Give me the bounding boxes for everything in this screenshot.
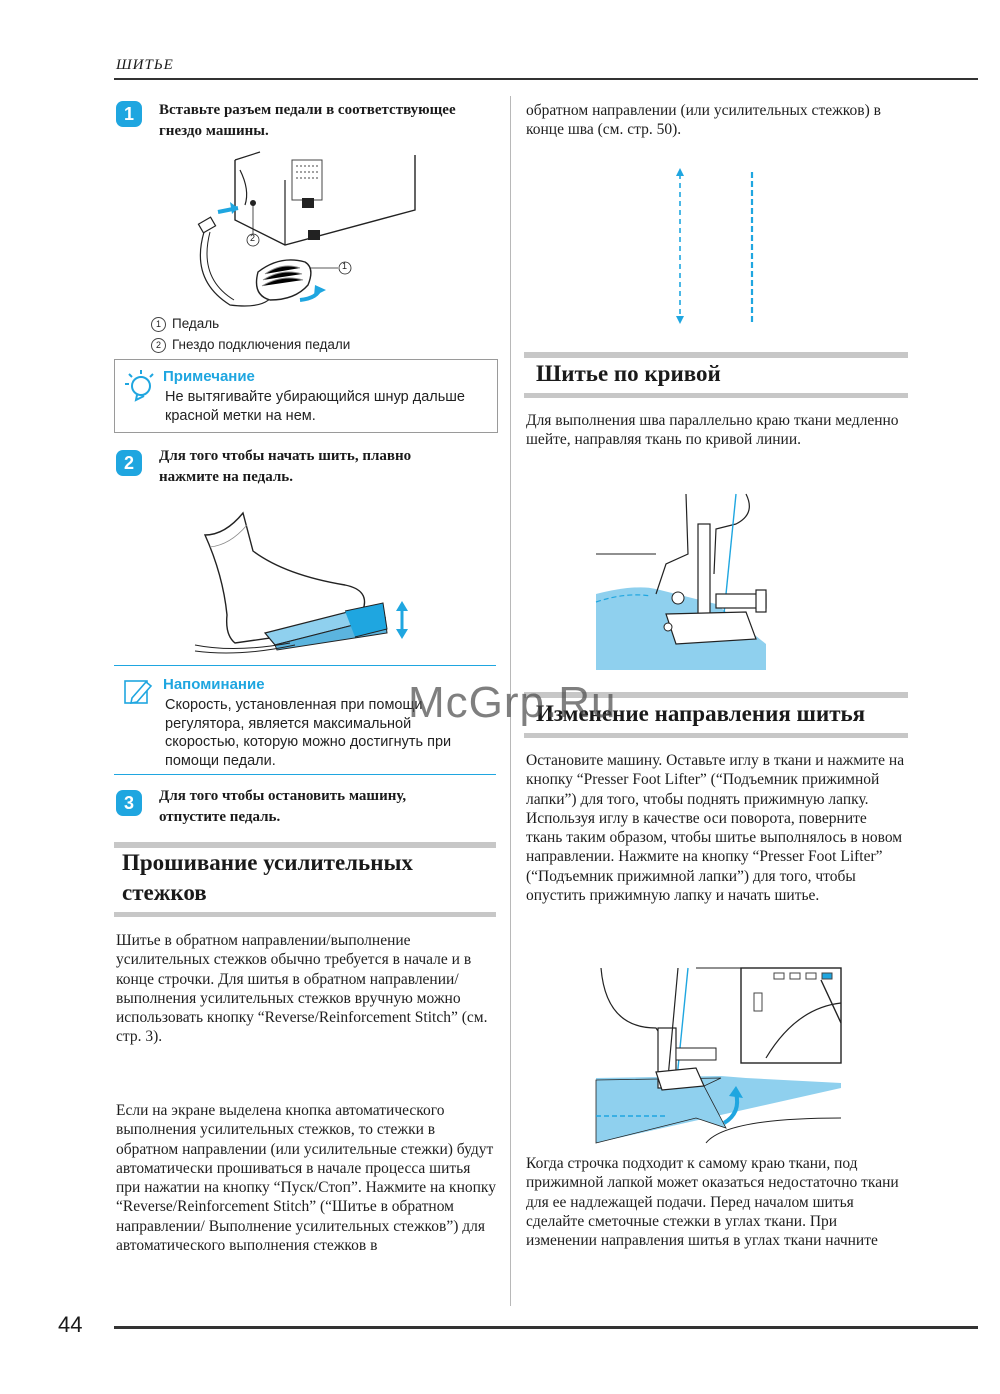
reinforcement-paragraph-2: Если на экране выделена кнопка автоматического выполнения усилительных стежков, то стежки в обратном направлении (или усилительные стежки) будут автоматически прошиваться в начале процесса шитья при нажатии на кнопку “Пуск/Стоп”. Нажмите на кнопку “Reverse/Reinforcement Stitch” (“Шитье в обратном направлении/ Выполнение усилительных стежков”) для автоматического выполнения стежков в [116,1102,496,1255]
legend-number: 1 [151,317,166,332]
step-3-badge: 3 [116,790,142,816]
curve-text: Для выполнения шва параллельно краю ткани медленно шейте, направляя ткань по кривой линии. [526,412,899,449]
foot-controller-connection-illustration [190,150,430,315]
memo-bottom-rule [114,774,496,775]
foot-on-pedal-illustration [195,505,425,655]
reinforcement-section-title: Прошивание усилительных стежков [122,850,413,905]
legend-label: Педаль [172,316,220,331]
memo-text: Скорость, установленная при помощи регулятора, является максимальной скоростью, которую можно достигнуть при помощи педали. [165,697,452,769]
reinforcement-stitch-diagram [670,168,770,328]
memo-title: Напоминание [163,676,265,693]
section-bar-bottom [524,393,908,398]
step-2-text: Для того чтобы начать шить, плавно нажмите на педаль. [159,448,412,485]
direction-section-title: Изменение направления шитья [536,701,866,726]
page-number: 44 [58,1312,83,1337]
presser-foot-lifter-illustration [596,968,841,1143]
header-rule [114,78,978,80]
section-bar-bottom [524,733,908,738]
figure-callout-2: 2 [250,233,256,243]
step-1-badge: 1 [116,101,142,127]
section-bar-top [524,352,908,358]
edge-text: Когда строчка подходит к самому краю ткани, под прижимной лапкой может оказаться недостаточно ткани для ее надлежащей подачи. Перед началом шитья сделайте сметочные стежки в углах ткани. При изменении направления шитья в углах ткани начните [526,1155,899,1250]
curve-section-title: Шитье по кривой [536,361,721,386]
lightbulb-icon [124,368,158,402]
direction-text: Остановите машину. Оставьте иглу в ткани и нажмите на кнопку “Presser Foot Lifter” (“Подъемник прижимной лапки”) для того, чтобы поднять прижимную лапку. Используя иглу в качестве оси поворота, поверните ткань таким образом, чтобы шитье выполнялось в новом направлении. Нажмите на кнопку “Presser Foot Lifter” (“Подъемник прижимной лапки”) для того, чтобы опустить прижимную лапку и начать шитье. [526,752,905,905]
running-header: ШИТЬЕ [116,57,174,73]
note-title: Примечание [163,368,255,385]
memo-pencil-icon [124,678,154,706]
step-2-badge: 2 [116,450,142,476]
note-text: Не вытягивайте убирающийся шнур дальше красной метки на нем. [165,389,465,424]
figure-callout-1: 1 [342,261,348,271]
legend-label: Гнездо подключения педали [172,337,351,352]
legend-number: 2 [151,338,166,353]
watermark: McGrp.Ru [408,678,617,727]
legend-item-pedal [151,316,219,332]
curve-sewing-illustration [596,494,766,670]
memo-top-rule [114,665,496,666]
section-bar-bottom [114,912,496,917]
legend-item-jack [151,337,350,353]
footer-rule [114,1326,978,1329]
step-1-text: Вставьте разъем педали в соответствующее гнездо машины. [159,102,456,139]
continuation-text: обратном направлении (или усилительных стежков) в конце шва (см. стр. 50). [526,102,881,139]
reinforcement-paragraph-1: Шитье в обратном направлении/выполнение усилительных стежков обычно требуется в начале и в конце строчки. Для шитья в обратном направлении/выполнения усилительных стежков вручную можно использовать кнопку “Reverse/Reinforcement Stitch” (см. стр. 3). [116,932,488,1046]
step-3-text: Для того чтобы остановить машину, отпустите педаль. [159,788,407,825]
